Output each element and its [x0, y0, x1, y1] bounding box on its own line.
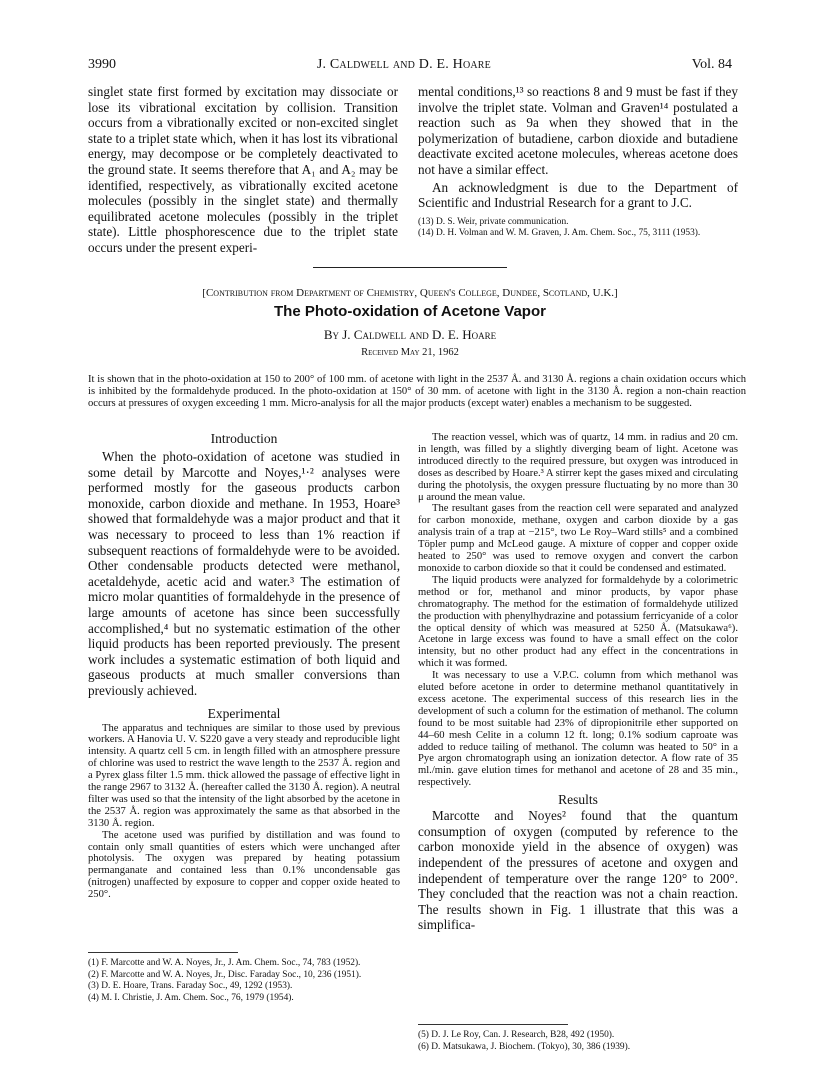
section-heading-introduction: Introduction	[210, 431, 278, 446]
contribution-line: [Contribution from Department of Chemistry, Queen's College, Dundee, Scotland, U.K.]	[202, 287, 618, 299]
acknowledgment: An acknowledgment is due to the Department of Scientific and Industrial Research for a grant to J.C.	[418, 179, 738, 211]
prev-article-left-column	[88, 84, 398, 256]
footnote: (3) D. E. Hoare, Trans. Faraday Soc., 49, 1292 (1953).	[88, 981, 293, 992]
article-title: The Photo-oxidation of Acetone Vapor	[274, 303, 546, 320]
running-header-authors: J. Caldwell and D. E. Hoare	[316, 57, 491, 72]
prev-article-paragraph: mental conditions,¹³ so reactions 8 and 9 must be fast if they involve the triplet state. Volman and Graven¹⁴ postulated a reaction such as 9a when they showed that in the polymerization of butadiene, carbon dioxide and butadiene deactivate excited acetone molecules, whereas acetone does not have a similar effect.	[418, 84, 738, 177]
section-heading-experimental: Experimental	[207, 705, 281, 721]
page-number: 3990	[88, 57, 116, 72]
right-column	[418, 432, 738, 933]
footnote: (13) D. S. Weir, private communication.	[418, 216, 569, 227]
experimental-paragraph: The reaction vessel, which was of quartz, 14 mm. in radius and 20 cm. in length, was filled by a slightly diverging beam of light. Acetone was introduced directly to the required pressure, but oxygen was introduced in doses as described by Hoare.³ A stirrer kept the gases mixed and circulating during the photolysis, the oxygen pressure fluctuating by no more than 30 μ around the mean value.	[418, 432, 739, 503]
right-footnotes	[418, 1030, 738, 1053]
prev-article-paragraph: singlet state first formed by excitation may dissociate or lose its vibrational excitation by collision. Transition occurs from a vibrationally excited or non-excited singlet state to a triplet state which, when it has lost its vibrational energy, may decompose or be completely deactivated to the ground state. It seems therefore that A₁ and A₂ may be identified, respectively, as vibrationally excited acetone molecules (possibly in the singlet state) and thermally equilibrated acetone molecules (possibly in the triplet state). Little phosphorescence due to the triplet state occurs under the present experi-	[88, 84, 398, 255]
experimental-paragraph: The resultant gases from the reaction cell were separated and analyzed for carbon monoxide, methane, oxygen and carbon dioxide by a gas analysis train of a trap at −215°, two Le Roy–Ward stills⁵ and a combined Töpler pump and McLeod gauge. A mixture of copper and copper oxide heated to 250° was used to remove oxygen and convert the carbon monoxide to carbon dioxide so that it could be condensed and estimated.	[418, 503, 738, 574]
footnote: (5) D. J. Le Roy, Can. J. Research, B28, 492 (1950).	[418, 1030, 615, 1040]
section-heading-results: Results	[558, 792, 598, 808]
running-header	[88, 57, 732, 75]
prev-article-right-column	[418, 84, 738, 240]
prev-article-footnotes	[418, 217, 738, 240]
footnote: (4) M. I. Christie, J. Am. Chem. Soc., 76, 1979 (1954).	[88, 992, 294, 1003]
article-byline: By J. Caldwell and D. E. Hoare	[323, 327, 497, 342]
introduction-paragraph: When the photo-oxidation of acetone was studied in some detail by Marcotte and Noyes,¹·² analyses were performed mostly for the gaseous products carbon monoxide, carbon dioxide and methane. In 1953, Hoare³ showed that formaldehyde was a major product and that it was necessary to proceed to less than 1% reaction if subsequent reactions of formaldehyde were to be avoided. Other condensable products detected were methanol, acetaldehyde, acetic acid and water.³ The estimation of micro molar quantities of formaldehyde in the presence of large amounts of acetone has since been successfully accomplished,⁴ but no systematic estimation of the other liquid products has been reported previously. The present work includes a systematic estimation of both liquid and gaseous products at much smaller conversions than previously achieved.	[88, 449, 400, 698]
footnote-rule	[418, 1024, 568, 1025]
left-footnotes	[88, 958, 400, 1004]
left-column	[88, 430, 400, 901]
footnote: (6) D. Matsukawa, J. Biochem. (Tokyo), 30, 386 (1939).	[418, 1041, 631, 1052]
volume-label: Vol. 84	[691, 57, 732, 72]
abstract-text: It is shown that in the photo-oxidation at 150 to 200° of 100 mm. of acetone with light in the 2537 Å. and 3130 Å. regions a chain oxidation occurs which is inhibited by the formaldehyde produced. In the photo-oxidation at 150° of 30 mm. of acetone with light in the 3130 Å. region a non-chain reaction occurs at pressures of oxygen exceeding 1 mm. Micro-analysis for all the major products (except water) enables a mechanism to be suggested.	[88, 374, 746, 409]
footnote-rule	[88, 952, 238, 953]
footnote: (2) F. Marcotte and W. A. Noyes, Jr., Disc. Faraday Soc., 10, 236 (1951).	[88, 969, 362, 980]
footnote: (1) F. Marcotte and W. A. Noyes, Jr., J. Am. Chem. Soc., 74, 783 (1952).	[88, 958, 361, 968]
results-paragraph: Marcotte and Noyes² found that the quantum consumption of oxygen (computed by reference to the carbon monoxide yield in the absence of oxygen) was independent of the pressures of acetone and oxygen and independent of temperature over the range 120° to 200°. They concluded that the reaction was not a chain reaction. The results shown in Fig. 1 illustrate that this was a simplifica-	[418, 808, 738, 933]
article-separator-rule	[313, 267, 507, 268]
abstract	[88, 374, 746, 410]
experimental-paragraph: The liquid products were analyzed for formaldehyde by a colorimetric method or for, methanol and minor products, by vapor phase chromatography. The method for the estimation of formaldehyde utilized the production with phenylhydrazine and potassium ferricyanide of a color the optical density of which was measured at 5250 Å. (Matsukawa⁶). Acetone in large excess was found to have a small effect on the color intensity, but no other product had any effect in the concentrations in which it was formed.	[418, 574, 738, 670]
experimental-paragraph: The acetone used was purified by distillation and was found to contain only small quantities of esters which were unchanged after photolysis. The oxygen was prepared by heating potassium permanganate and contained less than 0.1% uncondensable gas (nitrogen) unaffected by exposure to copper and copper oxide heated to 250°.	[88, 829, 400, 901]
experimental-paragraph: It was necessary to use a V.P.C. column from which methanol was eluted before acetone in order to determine methanol quantitatively in excess acetone. The experimental success of this research lies in the development of such a column for the estimation of methanol. The column found to be most suitable had 23% of dipropionitrile ether supported on 44–60 mesh Celite in a column 12 ft. long; 0.1% sodium caproate was added to reduce tailing of methanol. The column was heated to 50° in a Pye argon chromatograph using an ionization detector. A flow rate of 35 ml./min. gave elution times for methanol and acetone of 28 and 35 min., respectively.	[418, 670, 738, 789]
footnote: (14) D. H. Volman and W. M. Graven, J. Am. Chem. Soc., 75, 3111 (1953).	[418, 228, 701, 239]
received-date: Received May 21, 1962	[361, 347, 459, 358]
experimental-paragraph: The apparatus and techniques are similar to those used by previous workers. A Hanovia U. V. S220 gave a very steady and reproducible light intensity. A quartz cell 5 cm. in length filled with an atmosphere pressure of chlorine was used to restrict the wave length to the 2537 Å. region and a Pyrex glass filter 1.5 mm. thick allowed the passage of effective light in the range 2967 to 3132 Å. (hereafter called the 3130 Å. region). A neutral filter was used so that the intensity of the light absorbed by the acetone in the 2537 Å. region was approximately the same as that absorbed in the 3130 Å. region.	[88, 722, 400, 829]
